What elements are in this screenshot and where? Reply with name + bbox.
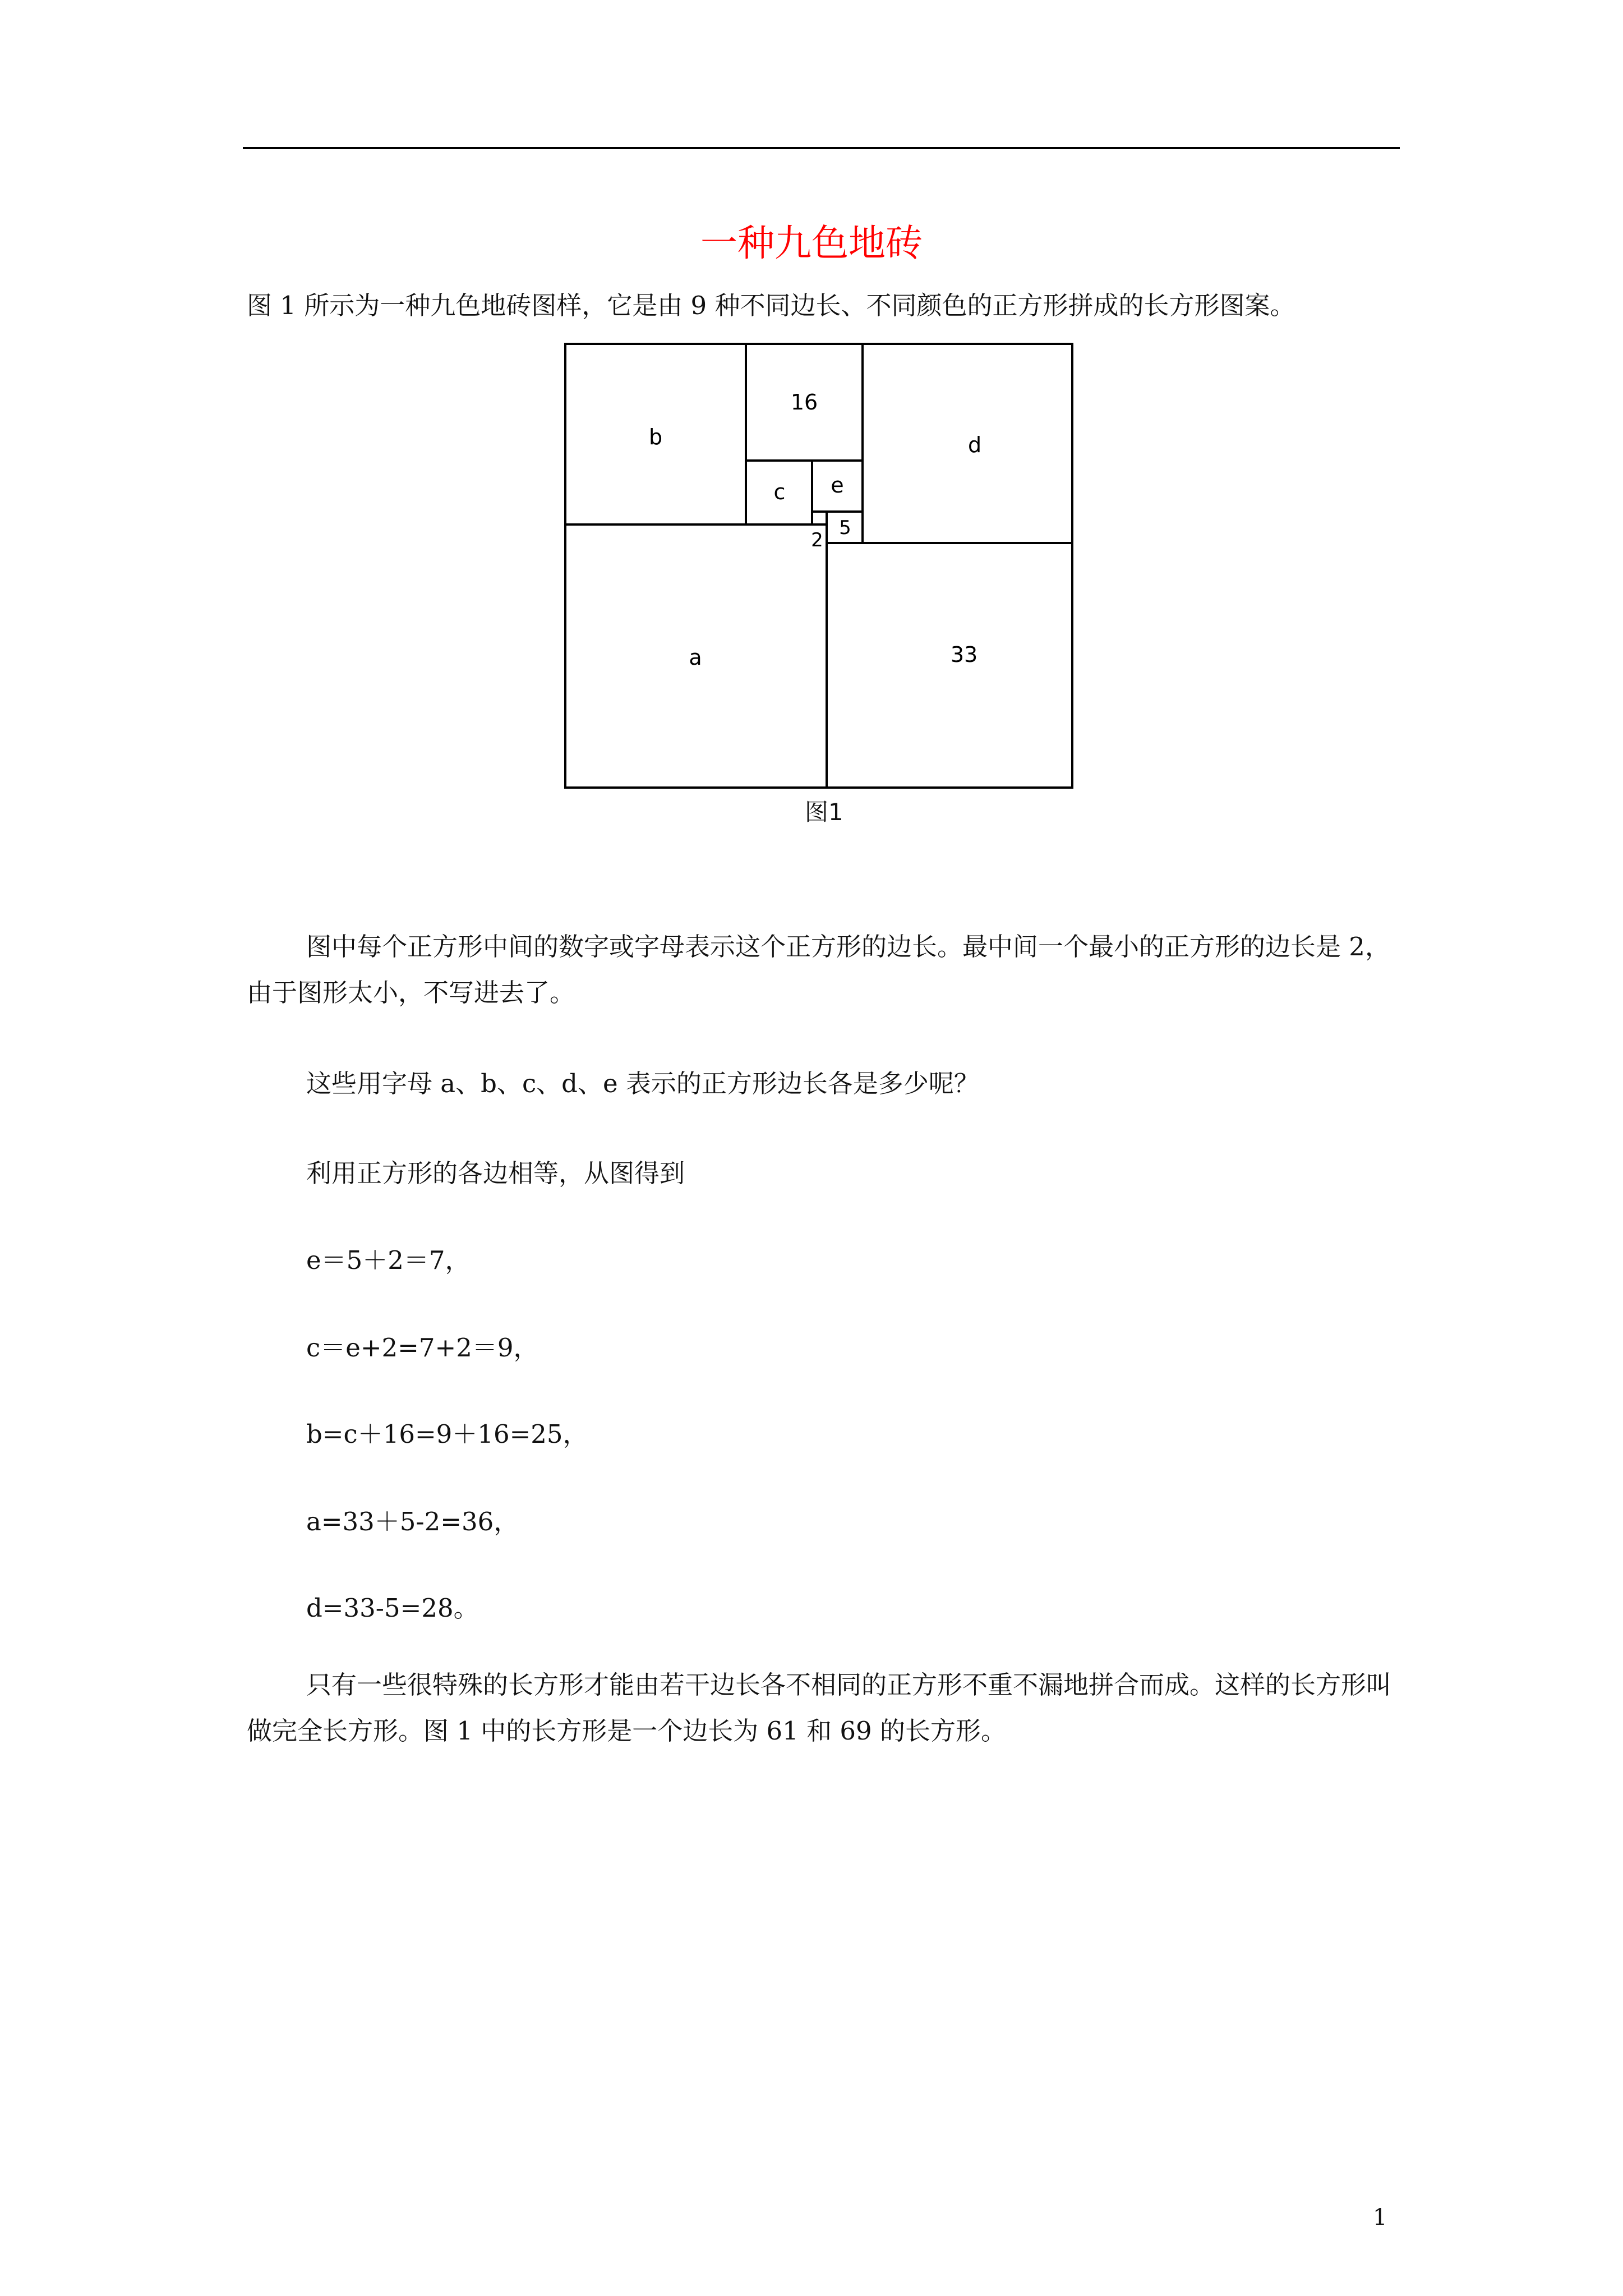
header-rule (243, 147, 1400, 149)
label-33: 33 (950, 642, 978, 667)
equation-e: e＝5＋2＝7， (306, 1245, 471, 1275)
paragraph-3: 利用正方形的各边相等，从图得到 (306, 1158, 685, 1188)
square-33 (827, 543, 1072, 788)
label-5: 5 (839, 517, 851, 539)
tiling-figure (564, 342, 1074, 791)
label-e: e (831, 473, 844, 498)
equation-a: a=33＋5-2=36， (306, 1507, 519, 1536)
page-title: 一种九色地砖 (700, 222, 923, 265)
figure-caption: 图1 (805, 798, 843, 826)
outer-rectangle (565, 344, 1072, 788)
label-c: c (773, 480, 786, 504)
label-2: 2 (811, 529, 823, 551)
equation-d: d=33-5=28。 (306, 1593, 479, 1623)
paragraph-2: 这些用字母 a、b、c、d、e 表示的正方形边长各是多少呢？ (306, 1069, 979, 1098)
label-16: 16 (790, 390, 818, 415)
equation-b: b=c＋16=9＋16=25， (306, 1419, 588, 1449)
label-b: b (648, 425, 663, 449)
intro-paragraph: 图 1 所示为一种九色地砖图样，它是由 9 种不同边长、不同颜色的正方形拼成的长方形图案。 (247, 291, 1295, 320)
page-number: 1 (1373, 2205, 1387, 2230)
label-d: d (967, 432, 982, 457)
tiling-diagram (564, 342, 1074, 791)
label-a: a (689, 645, 702, 670)
square-2 (812, 512, 827, 524)
paragraph-4: 只有一些很特殊的长方形才能由若干边长各不相同的正方形不重不漏地拼合而成。这样的长方形叫做完全长方形。图 1 中的长方形是一个边长为 61 和 69 的长方形。 (247, 1670, 1392, 1746)
paragraph-1: 图中每个正方形中间的数字或字母表示这个正方形的边长。最中间一个最小的正方形的边长是 2，由于图形太小，不写进去了。 (247, 932, 1390, 1007)
equation-c: c＝e+2=7+2＝9， (306, 1333, 539, 1363)
